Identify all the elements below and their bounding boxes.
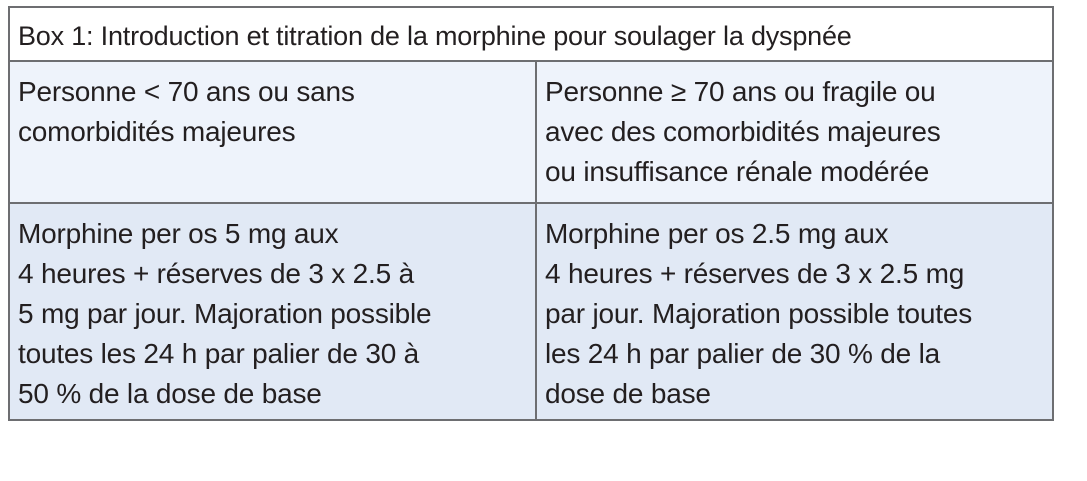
dosage-row (10, 204, 1052, 419)
header-cell-under-70: Personne < 70 ans ou sans comorbidités majeures (10, 62, 537, 202)
info-box (8, 6, 1054, 421)
dosage-cell-under-70: Morphine per os 5 mg aux 4 heures + réserves de 3 x 2.5 à 5 mg par jour. Majoration possible toutes les 24 h par palier de 30 à 50 % de la dose de base (10, 204, 537, 419)
dosage-cell-over-70: Morphine per os 2.5 mg aux 4 heures + réserves de 3 x 2.5 mg par jour. Majoration possible toutes les 24 h par palier de 30 % de la dose de base (545, 218, 973, 409)
header-row (10, 62, 1052, 204)
header-cell-over-70: Personne ≥ 70 ans ou fragile ou avec des comorbidités majeures ou insuffisance rénale modérée (545, 76, 941, 187)
box-title: Box 1: Introduction et titration de la morphine pour soulager la dyspnée (10, 8, 1052, 62)
